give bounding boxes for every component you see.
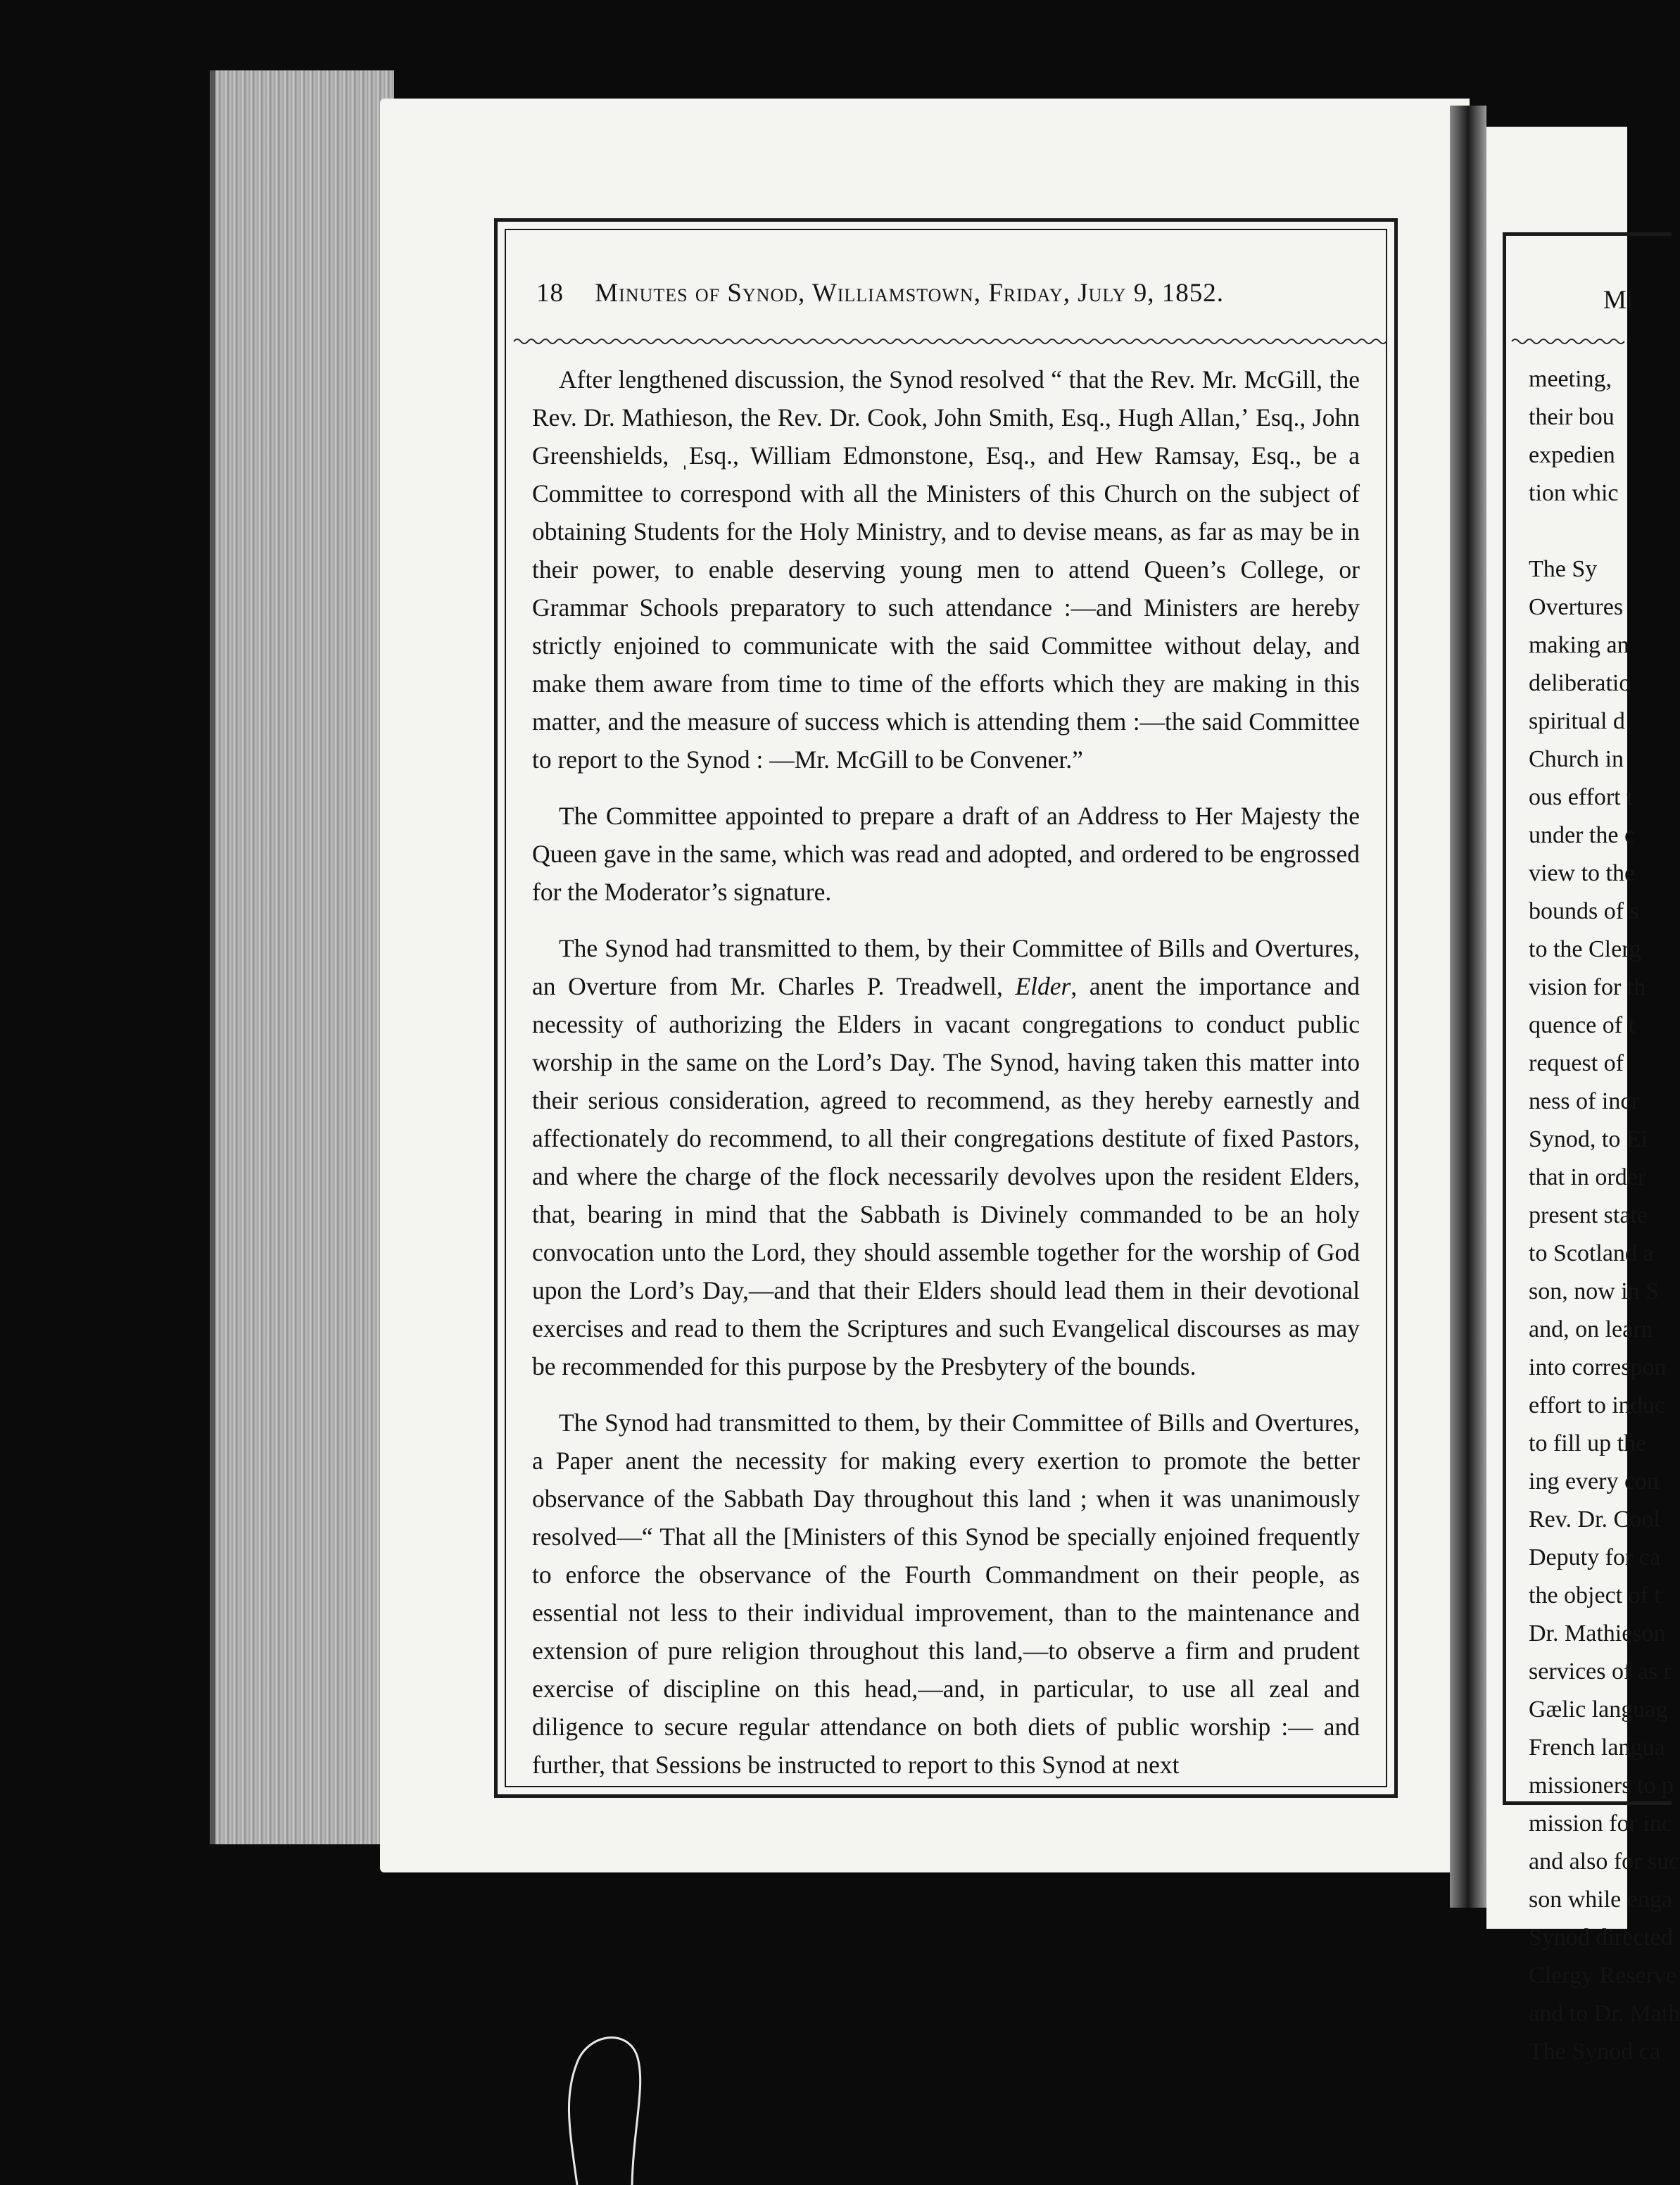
right-page-line-fragment: and, on learn	[1529, 1316, 1653, 1342]
right-page-line-fragment: Church in	[1529, 746, 1624, 772]
right-page-line-fragment: the object of t	[1529, 1582, 1661, 1608]
right-page-line-fragment: request of	[1529, 1050, 1624, 1076]
right-page-line-fragment: and also for suc	[1529, 1849, 1680, 1875]
running-title: Minutes of Synod, Williamstown, Friday, July 9, 1852.	[595, 279, 1224, 308]
italic-elder: Elder	[1015, 972, 1071, 1000]
right-page-line-fragment: that in order	[1529, 1164, 1646, 1190]
book-gutter	[1450, 106, 1486, 1908]
running-header	[536, 278, 1325, 308]
right-page-line-fragment: meeting,	[1529, 366, 1612, 392]
paragraph-address-queen: The Committee appointed to prepare a draft of an Address to Her Majesty the Queen gave in the same, which was read and adopted, and ordered to be engrossed for the Moderator’s signature.	[532, 802, 1360, 906]
right-page-line-fragment: to fill up the	[1529, 1430, 1647, 1456]
right-page-line-fragment	[1529, 512, 1627, 550]
right-page-line-fragment: son while enga	[1529, 1887, 1672, 1913]
right-page-line-fragment: son, now in S	[1529, 1278, 1660, 1304]
right-page-line-fragment: expedien	[1529, 442, 1615, 468]
right-page-line-fragment: tion whic	[1529, 480, 1619, 506]
right-page-line-fragment: Overtures	[1529, 594, 1624, 620]
right-page-line-fragment: their bou	[1529, 404, 1615, 430]
right-page-line-fragment: under the c	[1529, 822, 1636, 848]
page-ribbon-tail	[549, 2013, 662, 2185]
minutes-body	[532, 360, 1360, 1802]
right-page-line-fragment: French langua	[1529, 1734, 1665, 1761]
right-page-line-fragment: Dr. Mathieson	[1529, 1620, 1666, 1646]
right-page-line-fragment: Deputy for ca	[1529, 1544, 1660, 1570]
right-page-line-fragment: ing every con	[1529, 1468, 1660, 1494]
right-page-line-fragment: and to Dr. Math	[1529, 2001, 1680, 2027]
right-page-line-fragment: to Scotland a	[1529, 1240, 1654, 1266]
page-number: 18	[536, 279, 564, 308]
right-page-line-fragment: vision for th	[1529, 974, 1646, 1000]
right-page-line-fragment: The Synod ca	[1529, 2039, 1660, 2065]
right-page-line-fragment: into correspon	[1529, 1354, 1667, 1380]
right-page-line-fragment: Synod directed	[1529, 1925, 1673, 1951]
right-page-text	[1529, 360, 1680, 2071]
right-running-header: Mi	[1603, 286, 1634, 315]
right-page-line-fragment: spiritual d	[1529, 708, 1625, 734]
right-page-line-fragment: Gælic languag	[1529, 1696, 1668, 1723]
right-page-line-fragment: Synod, to Ei	[1529, 1126, 1648, 1152]
right-page-line-fragment: present state	[1529, 1202, 1648, 1228]
paragraph-elders-worship: The Synod had transmitted to them, by their Committee of Bills and Overtures, an Overture from Mr. Charles P. Treadwell, Elder, anent the importance and necessity of authorizing the Elders in vacant congregations to conduct public worship in the same on the Lord’s Day. The Synod, having taken this matter into their serious consideration, agreed to recommend, as they hereby earnestly and affectionately do recommend, to all their congregations destitute of fixed Pastors, and where the charge of the flock necessarily devolves upon the resident Elders, that, bearing in mind that the Sabbath is Divinely commanded to be an holy convocation unto the Lord, they should assemble together for the worship of God upon the Lord’s Day,—and that their Elders should lead them in their devotional exercises and read to them the Scriptures and such Evangelical discourses as may be recommended for this purpose by the Presbytery of the bounds.	[532, 934, 1360, 1380]
right-page-line-fragment: mission for inc	[1529, 1811, 1672, 1837]
right-page-line-fragment: ous effort t	[1529, 784, 1634, 810]
paragraph-sabbath-observance: The Synod had transmitted to them, by their Committee of Bills and Overtures, a Paper anent the necessity for making every exertion to promote the better observance of the Sabbath Day throughout this land ; when it was unanimously resolved—“ That all the [Ministers of this Synod be specially enjoined frequently to enforce the observance of the Fourth Commandment on their people, as essential not less to their individual improvement, than to the maintenance and extension of pure religion throughout this land,—to observe a firm and prudent exercise of discipline on this head,—and, in particular, to use all zeal and diligence to secure regular attendance on both diets of public worship :— and further, that Sessions be instructed to report to this Synod at next	[532, 1409, 1360, 1779]
right-page-line-fragment: missioners to p	[1529, 1772, 1674, 1799]
right-header-wavy-rule	[1512, 336, 1627, 346]
right-page-line-fragment: view to the	[1529, 860, 1636, 886]
right-page-line-fragment: making an	[1529, 632, 1629, 658]
right-page-line-fragment: to the Clerg	[1529, 936, 1641, 962]
right-page-line-fragment: bounds of s	[1529, 898, 1639, 924]
paragraph-committee-students: After lengthened discussion, the Synod resolved “ that the Rev. Mr. McGill, the Rev. Dr. Mathieson, the Rev. Dr. Cook, John Smith, Esq., Hugh Allan,ʼ Esq., John Greenshields, ˌEsq., William Edmonstone, Esq., and Hew Ramsay, Esq., be a Committee to correspond with all the Ministers of this Church on the subject of obtaining Students for the Holy Ministry, and to devise means, as far as may be in their power, to enable deserving young men to attend Queen’s College, or Grammar Schools preparatory to such attendance :—and Ministers are hereby strictly enjoined to communicate with the said Committee without delay, and make them aware from time to time of the efforts which they are making in this matter, and the measure of success which is attending them :—the said Committee to report to the Synod : —Mr. McGill to be Convener.”	[532, 365, 1360, 774]
book-page-edges	[210, 70, 394, 1844]
right-page-line-fragment: Clergy Reserve	[1529, 1963, 1676, 1989]
right-page-line-fragment: The Sy	[1529, 556, 1598, 582]
right-page-line-fragment: deliberatio	[1529, 670, 1631, 696]
header-wavy-rule	[514, 336, 1387, 346]
right-page-line-fragment: ness of incr	[1529, 1088, 1639, 1114]
right-page-line-fragment: effort to induc	[1529, 1392, 1665, 1418]
right-page-line-fragment: Rev. Dr. Cool	[1529, 1506, 1660, 1532]
right-page-line-fragment: quence of t	[1529, 1012, 1636, 1038]
right-page-line-fragment: services of as r	[1529, 1658, 1672, 1685]
